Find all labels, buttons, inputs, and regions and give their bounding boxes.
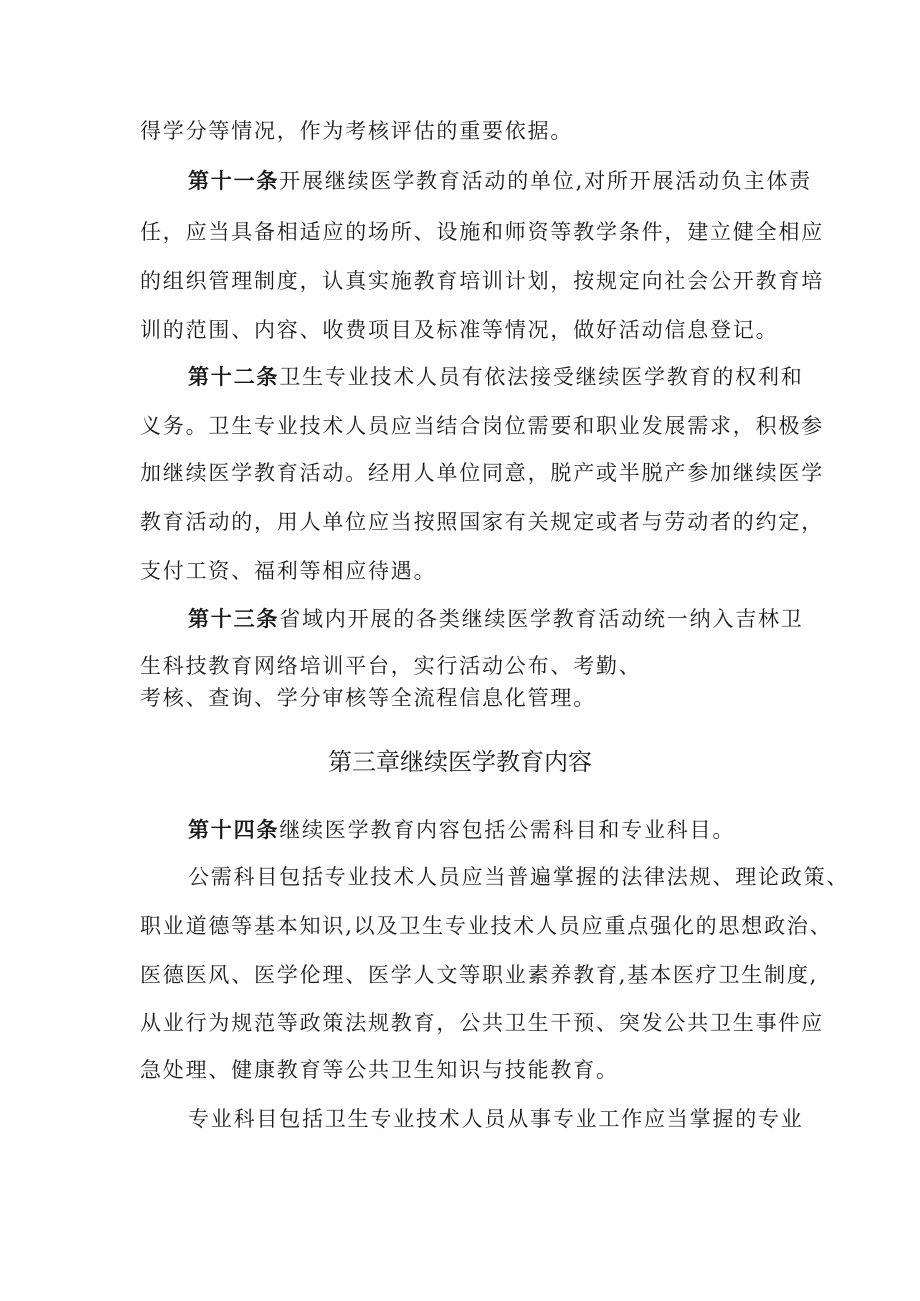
- text-line: [140, 651, 642, 681]
- text-line: [188, 1104, 804, 1134]
- line-text: 生科技教育网络培训平台，实行活动公布、考勤、: [140, 654, 642, 678]
- text-line: [140, 266, 824, 296]
- text-line: [140, 116, 573, 146]
- text-line: [188, 862, 849, 892]
- article-13-line: [188, 604, 804, 634]
- text-line: [140, 507, 824, 537]
- text-line: [140, 315, 778, 345]
- article-11-line: [188, 166, 812, 196]
- line-text: 支付工资、福利等相应待遇。: [140, 559, 437, 583]
- text-line: [140, 556, 436, 586]
- article-number: 第十三条: [188, 606, 280, 631]
- line-text: 教育活动的，用人单位应当按照国家有关规定或者与劳动者的约定，: [140, 510, 824, 534]
- text-line: [140, 960, 818, 990]
- line-text: 开展继续医学教育活动的单位,对所开展活动负主体责: [279, 169, 813, 193]
- article-number: 第十一条: [188, 168, 280, 193]
- line-text: 考核、查询、学分审核等全流程信息化管理。: [140, 686, 596, 710]
- text-line: [140, 458, 824, 488]
- line-text: 义务。卫生专业技术人员应当结合岗位需要和职业发展需求，积极参: [140, 414, 824, 438]
- line-text: 省域内开展的各类继续医学教育活动统一纳入吉林卫: [279, 607, 804, 631]
- text-line: [140, 411, 824, 441]
- line-text: 公需科目包括专业技术人员应当普遍掌握的法律法规、理论政策、: [188, 865, 850, 889]
- article-12-line: [188, 362, 804, 392]
- line-text: 训的范围、内容、收费项目及标准等情况，做好活动信息登记。: [140, 318, 779, 342]
- line-text: 职业道德等基本知识,以及卫生专业技术人员应重点强化的思想政治、: [140, 914, 833, 938]
- line-text: 加继续医学教育活动。经用人单位同意，脱产或半脱产参加继续医学: [140, 461, 824, 485]
- line-text: 任，应当具备相适应的场所、设施和师资等教学条件，建立健全相应: [140, 220, 824, 244]
- article-number: 第十二条: [188, 364, 280, 389]
- text-line: [140, 683, 596, 713]
- line-text: 从业行为规范等政策法规教育，公共卫生干预、突发公共卫生事件应: [140, 1011, 824, 1035]
- text-line: [140, 1055, 619, 1085]
- line-text: 急处理、健康教育等公共卫生知识与技能教育。: [140, 1058, 619, 1082]
- line-text: 得学分等情况，作为考核评估的重要依据。: [140, 119, 574, 143]
- text-line: [140, 911, 832, 941]
- chapter-heading: 第三章继续医学教育内容: [328, 748, 592, 776]
- line-text: 专业科目包括卫生专业技术人员从事专业工作应当掌握的专业: [188, 1107, 804, 1131]
- line-text: 卫生专业技术人员有依法接受继续医学教育的权利和: [279, 365, 804, 389]
- text-line: [140, 217, 824, 247]
- text-line: [140, 1008, 824, 1038]
- line-text: 的组织管理制度，认真实施教育培训计划，按规定向社会公开教育培: [140, 269, 824, 293]
- line-text: 医德医风、医学伦理、医学人文等职业素养教育,基本医疗卫生制度,: [140, 963, 819, 987]
- article-number: 第十四条: [188, 817, 280, 842]
- article-14-line: [188, 815, 735, 845]
- line-text: 继续医学教育内容包括公需科目和专业科目。: [279, 818, 736, 842]
